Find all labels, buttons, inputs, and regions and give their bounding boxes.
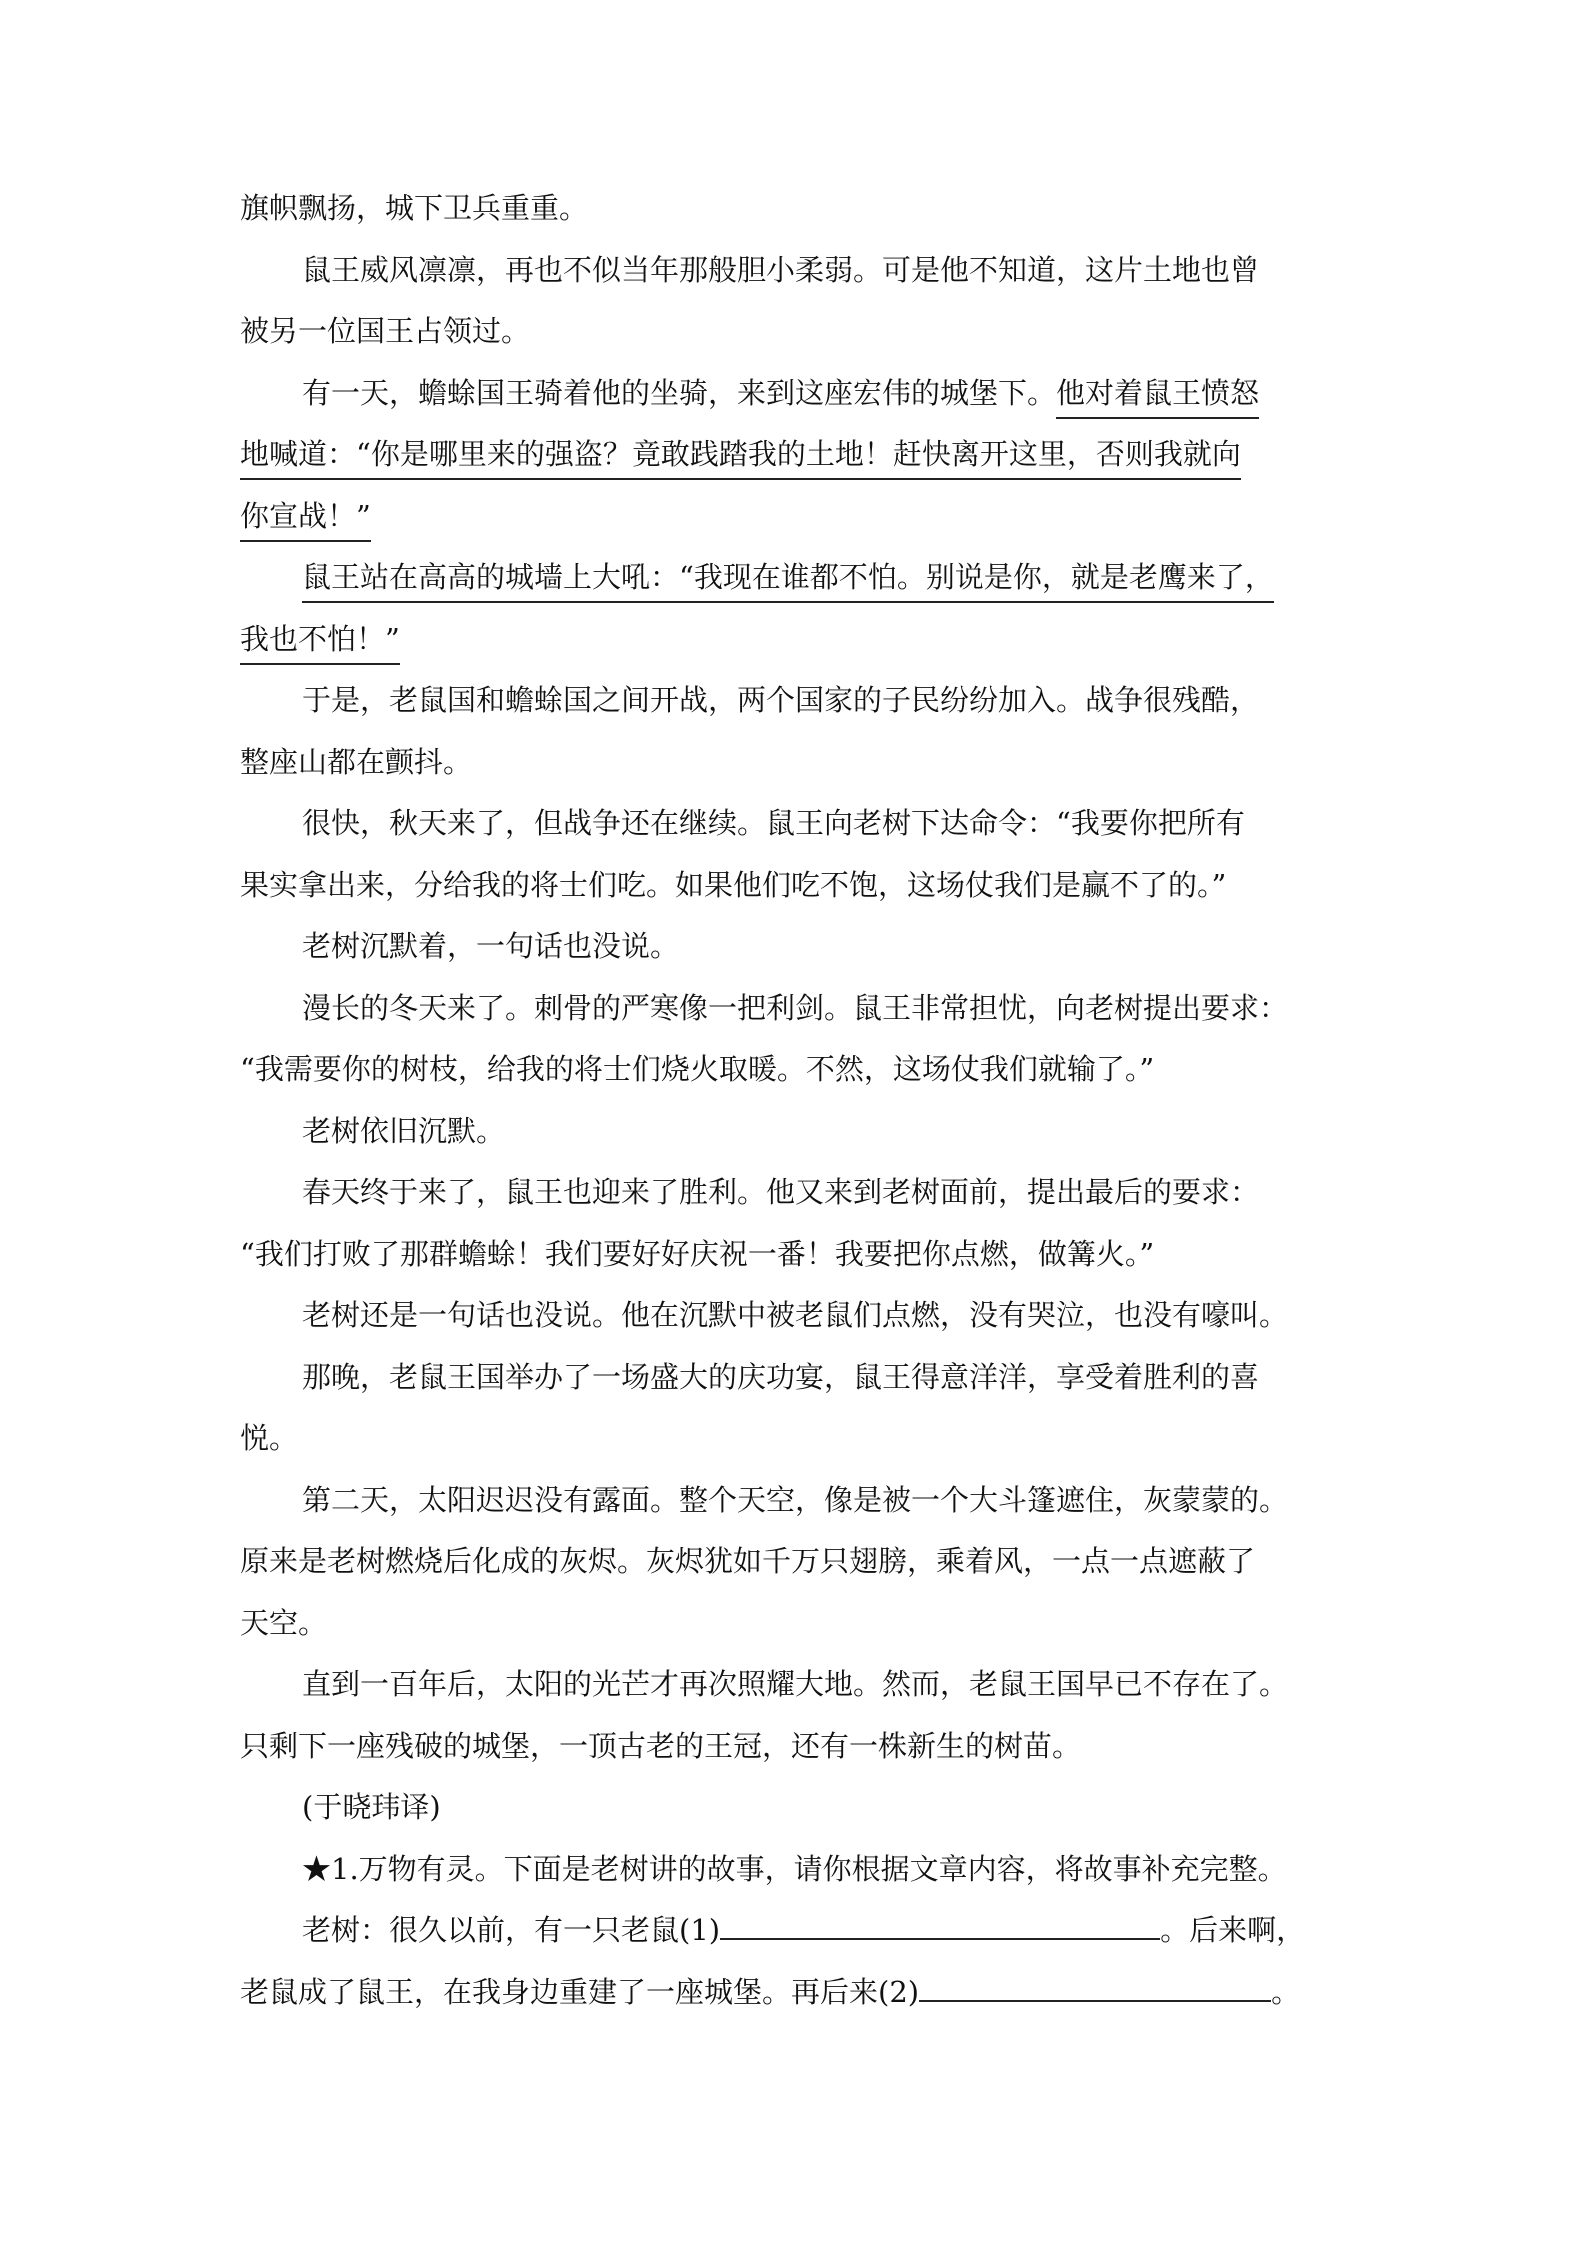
paragraph-line: “我需要你的树枝，给我的将士们烧火取暖。不然，这场仗我们就输了。” xyxy=(240,1052,1155,1086)
answer-suffix-1: 。后来啊， xyxy=(1160,1913,1306,1947)
paragraph-line: 整座山都在颤抖。 xyxy=(240,744,473,779)
paragraph-line xyxy=(240,486,1350,548)
paragraph-line: 老树沉默着，一句话也没说。 xyxy=(302,929,680,963)
paragraph-line: 天空。 xyxy=(240,1605,328,1640)
story-text xyxy=(240,178,1350,2023)
paragraph-text: 有一天，蟾蜍国王骑着他的坐骑，来到这座宏伟的城堡下。 xyxy=(302,375,1057,410)
paragraph-line: 老树还是一句话也没说。他在沉默中被老鼠们点燃，没有哭泣，也没有嚎叫。 xyxy=(302,1298,1289,1332)
answer-blank-1[interactable] xyxy=(720,1902,1160,1940)
paragraph-line xyxy=(240,363,1350,425)
underlined-text: 鼠王站在高高的城墙上大吼：“我现在谁都不怕。别说是你，就是老鹰来了， xyxy=(302,553,1274,603)
paragraph-line: 于是，老鼠国和蟾蜍国之间开战，两个国家的子民纷纷加入。战争很残酷， xyxy=(302,683,1260,717)
underlined-text: 地喊道：“你是哪里来的强盗？竟敢践踏我的土地！赶快离开这里，否则我就向 xyxy=(240,430,1241,480)
paragraph-line: “我们打败了那群蟾蜍！我们要好好庆祝一番！我要把你点燃，做篝火。” xyxy=(240,1236,1155,1271)
paragraph-line: 被另一位国王占领过。 xyxy=(240,314,531,348)
paragraph-line: 第二天，太阳迟迟没有露面。整个天空，像是被一个大斗篷遮住，灰蒙蒙的。 xyxy=(302,1482,1289,1517)
question-prompt: ★1.万物有灵。下面是老树讲的故事，请你根据文章内容，将故事补充完整。 xyxy=(302,1851,1287,1886)
paragraph-line: 漫长的冬天来了。刺骨的严寒像一把利剑。鼠王非常担忧，向老树提出要求： xyxy=(302,990,1289,1025)
underlined-text: 我也不怕！” xyxy=(240,615,400,665)
answer-prefix-1: 老树：很久以前，有一只老鼠(1) xyxy=(302,1913,721,1947)
translator-credit: (于晓玮译) xyxy=(302,1790,441,1824)
paragraph-line: 悦。 xyxy=(240,1421,299,1455)
paragraph-line xyxy=(240,609,1350,671)
paragraph-line: 很快，秋天来了，但战争还在继续。鼠王向老树下达命令：“我要你把所有 xyxy=(302,806,1245,840)
paragraph-line: 果实拿出来，分给我的将士们吃。如果他们吃不饱，这场仗我们是赢不了的。” xyxy=(240,867,1227,902)
answer-line-2 xyxy=(240,1962,1350,2024)
paragraph-line: 原来是老树燃烧后化成的灰烬。灰烬犹如千万只翅膀，乘着风，一点一点遮蔽了 xyxy=(240,1544,1256,1578)
paragraph-line: 鼠王威风凛凛，再也不似当年那般胆小柔弱。可是他不知道，这片土地也曾 xyxy=(302,252,1260,287)
underlined-text: 你宣战！” xyxy=(240,492,371,542)
paragraph-line: 直到一百年后，太阳的光芒才再次照耀大地。然而，老鼠王国早已不存在了。 xyxy=(302,1667,1289,1701)
paragraph-line: 老树依旧沉默。 xyxy=(302,1113,506,1148)
paragraph-line xyxy=(240,424,1350,486)
paragraph-line: 旗帜飘扬，城下卫兵重重。 xyxy=(240,191,589,225)
paragraph-line: 那晚，老鼠王国举办了一场盛大的庆功宴，鼠王得意洋洋，享受着胜利的喜 xyxy=(302,1359,1260,1394)
answer-prefix-2: 老鼠成了鼠王，在我身边重建了一座城堡。再后来(2) xyxy=(240,1974,920,2009)
answer-line-1 xyxy=(240,1900,1350,1962)
paragraph-line xyxy=(240,547,1350,609)
paragraph-line: 春天终于来了，鼠王也迎来了胜利。他又来到老树面前，提出最后的要求： xyxy=(302,1175,1260,1209)
answer-blank-2[interactable] xyxy=(919,1964,1271,2002)
underlined-text: 他对着鼠王愤怒 xyxy=(1056,369,1259,419)
paragraph-line: 只剩下一座残破的城堡，一顶古老的王冠，还有一株新生的树苗。 xyxy=(240,1728,1082,1763)
answer-suffix-2: 。 xyxy=(1271,1974,1301,2009)
